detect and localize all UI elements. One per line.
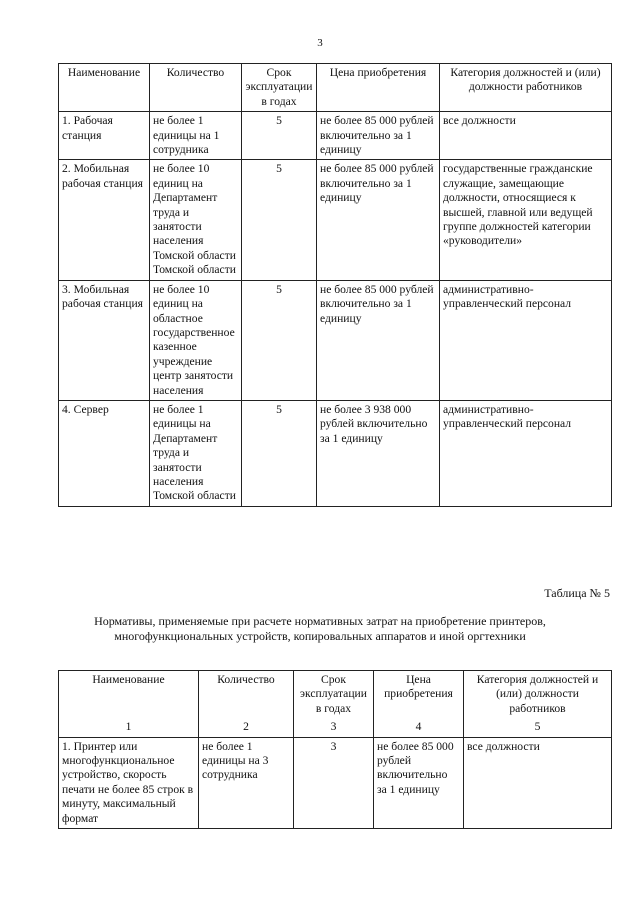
col-header-name: Наименование <box>59 64 150 112</box>
col-header-position-category: Категория должностей и (или) должности работников <box>464 671 612 721</box>
cell-position-category: административно-управленческий персонал <box>440 280 612 400</box>
table-row <box>59 112 612 160</box>
table-row <box>59 280 612 400</box>
table-row <box>59 160 612 280</box>
col-header-service-life: Срок эксплуатации в годах <box>294 671 374 721</box>
column-number: 3 <box>294 720 374 737</box>
table-title: Нормативы, применяемые при расчете нормативных затрат на приобретение принтеров, многофункциональных устройств, копировальных аппаратов и иной оргтехники <box>94 614 546 643</box>
col-header-position-category: Категория должностей и (или) должности работников <box>440 64 612 112</box>
cell-name: 2. Мобильная рабочая станция <box>59 160 150 280</box>
cell-quantity: не более 10 единиц на областное государственное казенное учреждение центр занятости населения <box>150 280 242 400</box>
col-header-service-life: Срок эксплуатации в годах <box>242 64 317 112</box>
cell-position-category: государственные гражданские служащие, замещающие должности, относящиеся к высшей, главной или ведущей группе должностей категории «руководители» <box>440 160 612 280</box>
column-number: 5 <box>464 720 612 737</box>
column-number: 1 <box>59 720 199 737</box>
cell-service-life: 5 <box>242 400 317 506</box>
cell-price: не более 3 938 000 рублей включительно за 1 единицу <box>317 400 440 506</box>
cell-name: 4. Сервер <box>59 400 150 506</box>
cell-price: не более 85 000 рублей включительно за 1 единицу <box>317 160 440 280</box>
cell-service-life: 5 <box>242 112 317 160</box>
cell-price: не более 85 000 рублей включительно за 1 единицу <box>317 280 440 400</box>
cell-service-life: 5 <box>242 160 317 280</box>
col-header-quantity: Количество <box>199 671 294 721</box>
table-header-row <box>59 64 612 112</box>
col-header-price: Цена приобретения <box>317 64 440 112</box>
cell-quantity: не более 1 единицы на Департамент труда и занятости населения Томской области <box>150 400 242 506</box>
col-header-name: Наименование <box>59 671 199 721</box>
cell-quantity: не более 1 единицы на 3 сотрудника <box>199 737 294 828</box>
cell-name: 3. Мобильная рабочая станция <box>59 280 150 400</box>
column-number-row <box>59 720 612 737</box>
cell-service-life: 5 <box>242 280 317 400</box>
table-label: Таблица № 5 <box>544 586 610 600</box>
office-equipment-norms-table <box>58 670 612 829</box>
cell-service-life: 3 <box>294 737 374 828</box>
cell-price: не более 85 000 рублей включительно за 1 единицу <box>317 112 440 160</box>
column-number: 4 <box>374 720 464 737</box>
cell-position-category: все должности <box>464 737 612 828</box>
col-header-price: Цена приобретения <box>374 671 464 721</box>
table-row <box>59 737 612 828</box>
cell-position-category: все должности <box>440 112 612 160</box>
cell-quantity: не более 1 единицы на 1 сотрудника <box>150 112 242 160</box>
cell-position-category: административно-управленческий персонал <box>440 400 612 506</box>
col-header-quantity: Количество <box>150 64 242 112</box>
column-number: 2 <box>199 720 294 737</box>
cell-name: 1. Рабочая станция <box>59 112 150 160</box>
page-number: 3 <box>317 37 323 49</box>
cell-name: 1. Принтер или многофункциональное устройство, скорость печати не более 85 строк в минуту, максимальный формат <box>59 737 199 828</box>
table-row <box>59 400 612 506</box>
cell-price: не более 85 000 рублей включительно за 1 единицу <box>374 737 464 828</box>
equipment-norms-table <box>58 63 612 507</box>
cell-quantity: не более 10 единиц на Департамент труда и занятости населения Томской области Томской области <box>150 160 242 280</box>
table-header-row <box>59 671 612 721</box>
